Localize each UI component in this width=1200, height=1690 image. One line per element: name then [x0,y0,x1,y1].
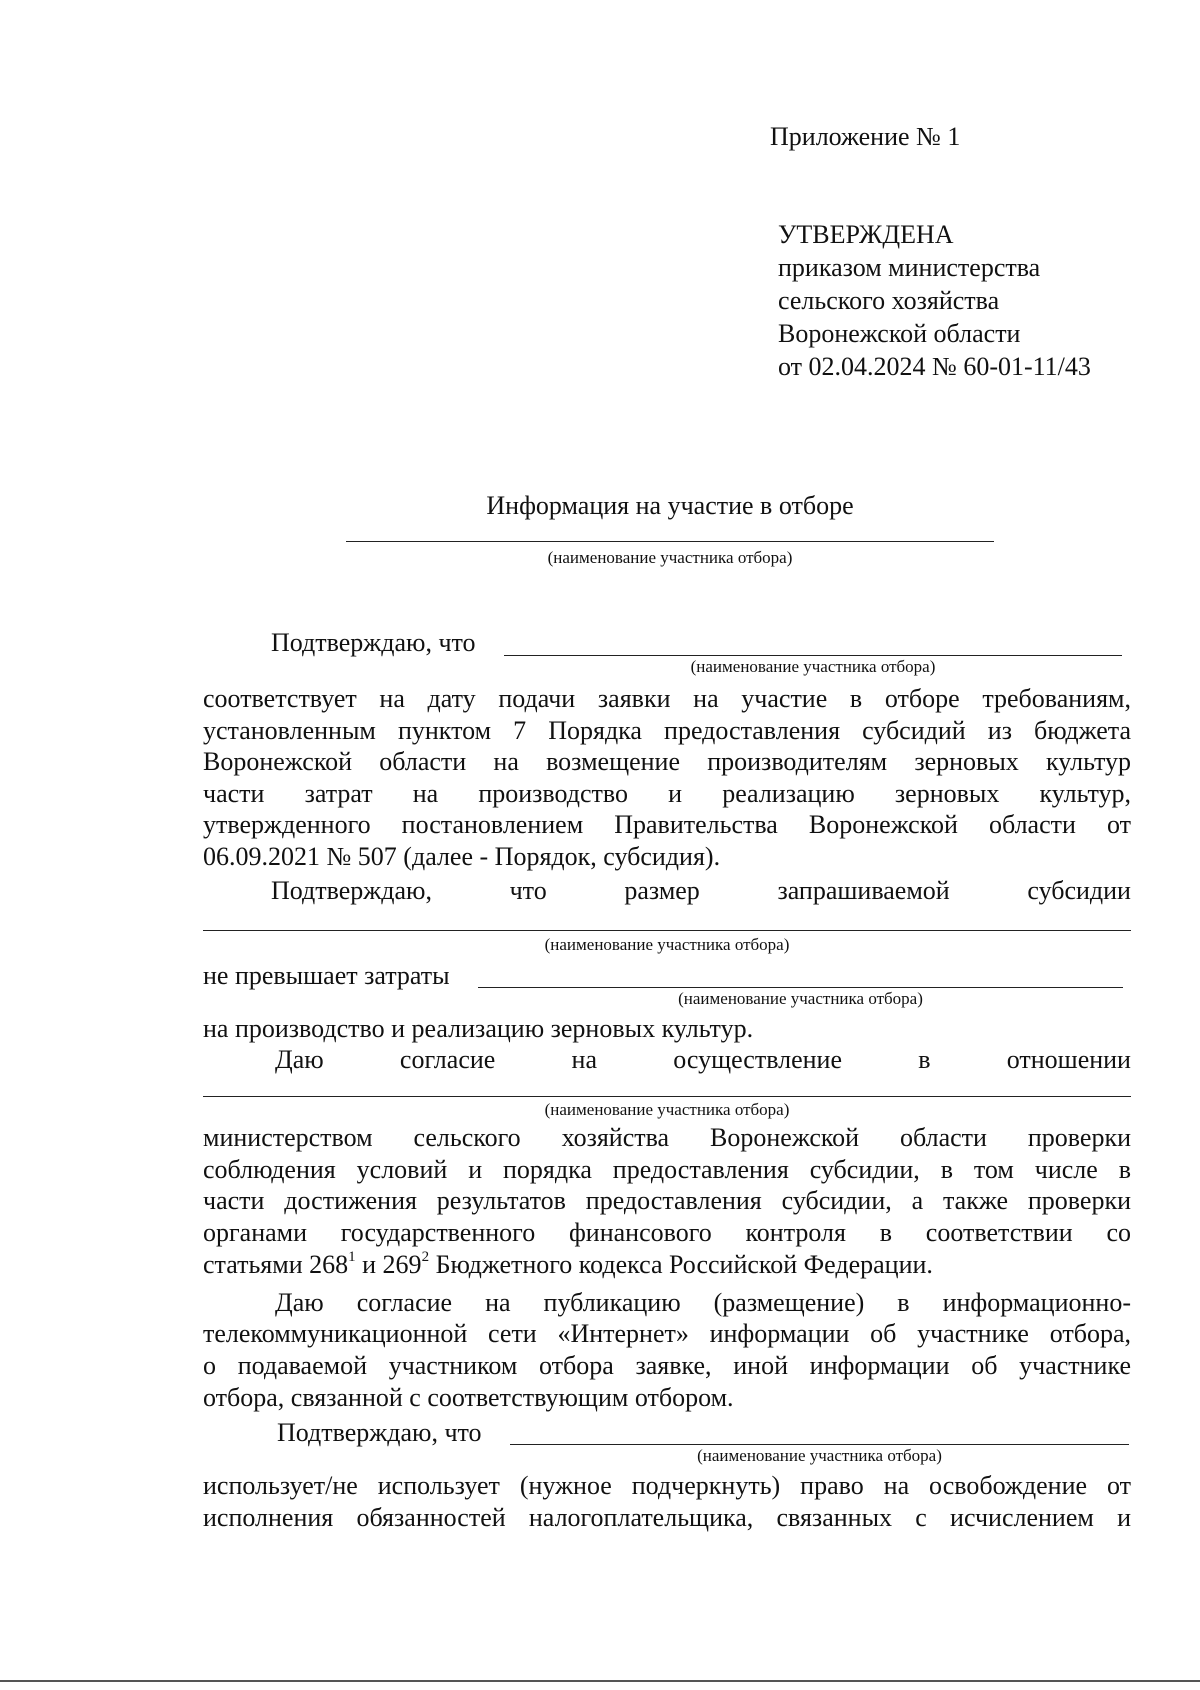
paragraph-line: телекоммуникационной сети «Интернет» информации об участнике отбора, [203,1319,1131,1348]
word: согласие [399,1045,496,1074]
text-run: Бюджетного кодекса Российской Федерации. [429,1250,933,1279]
paragraph-lead: Подтверждаю, что [271,628,476,657]
word: в [918,1045,931,1074]
paragraph-lead: не превышает затраты [203,961,450,990]
superscript: 2 [421,1249,430,1266]
word: запрашиваемой [777,876,950,905]
paragraph-line: министерством сельского хозяйства Воронежской области проверки [203,1123,1131,1152]
word: отношении [1006,1045,1131,1074]
paragraph-line: соблюдения условий и порядка предоставления субсидии, в том числе в [203,1155,1131,1184]
approved-line: сельского хозяйства [778,286,1000,315]
text-run: статьями 268 [203,1250,349,1279]
word: Даю [275,1045,324,1074]
superscript: 1 [348,1249,356,1266]
paragraph-line: органами государственного финансового контроля в соответствии со [203,1218,1131,1247]
fill-line [478,987,1123,988]
document-title: Информация на участие в отборе [486,491,854,520]
paragraph-line: Воронежской области на возмещение производителям зерновых культур [203,747,1131,776]
paragraph-line: соответствует на дату подачи заявки на участие в отборе требованиям, [203,684,1131,713]
word: осуществление [673,1045,843,1074]
field-caption: (наименование участника отбора) [678,989,923,1008]
paragraph-spread-line [275,1044,1131,1075]
fill-line [346,541,994,542]
paragraph-spread-line [271,875,1131,906]
paragraph-line: Даю согласие на публикацию (размещение) в информационно- [275,1288,1131,1317]
fill-line [203,930,1131,931]
fill-line [510,1444,1129,1445]
paragraph-line: 06.09.2021 № 507 (далее - Порядок, субсидия). [203,842,721,871]
paragraph-line: установленным пунктом 7 Порядка предоставления субсидий из бюджета [203,716,1131,745]
paragraph-line: использует/не использует (нужное подчеркнуть) право на освобождение от [203,1471,1131,1500]
paragraph-lead: Подтверждаю, что [277,1418,482,1447]
paragraph-line: отбора, связанной с соответствующим отбором. [203,1383,734,1412]
field-caption: (наименование участника отбора) [547,548,793,567]
paragraph-line: о подаваемой участником отбора заявке, иной информации об участнике [203,1351,1131,1380]
paragraph-line: на производство и реализацию зерновых культур. [203,1014,754,1043]
appendix-number: Приложение № 1 [770,122,961,151]
word: субсидии [1027,876,1131,905]
field-caption: (наименование участника отбора) [697,1446,942,1465]
fill-line [203,1096,1131,1097]
field-caption: (наименование участника отбора) [544,935,790,954]
approved-stamp-title: УТВЕРЖДЕНА [778,220,954,249]
field-caption: (наименование участника отбора) [690,657,936,676]
approved-line: Воронежской области [778,319,1021,348]
paragraph-line: утвержденного постановлением Правительства Воронежской области от [203,810,1131,839]
word: Подтверждаю, [271,876,432,905]
paragraph-line: исполнения обязанностей налогоплательщика, связанных с исчислением и [203,1503,1131,1532]
field-caption: (наименование участника отбора) [544,1100,790,1119]
approved-line: приказом министерства [778,253,1041,282]
fill-line [504,655,1122,656]
word: на [571,1045,598,1074]
word: размер [624,876,700,905]
paragraph-line: части достижения результатов предоставления субсидии, а также проверки [203,1186,1131,1215]
paragraph-line: части затрат на производство и реализацию зерновых культур, [203,779,1131,808]
scan-edge-line [0,1680,1200,1682]
paragraph-line [203,1248,933,1281]
word: что [509,876,547,905]
text-run: и 269 [355,1250,422,1279]
approved-line: от 02.04.2024 № 60-01-11/43 [778,352,1091,381]
